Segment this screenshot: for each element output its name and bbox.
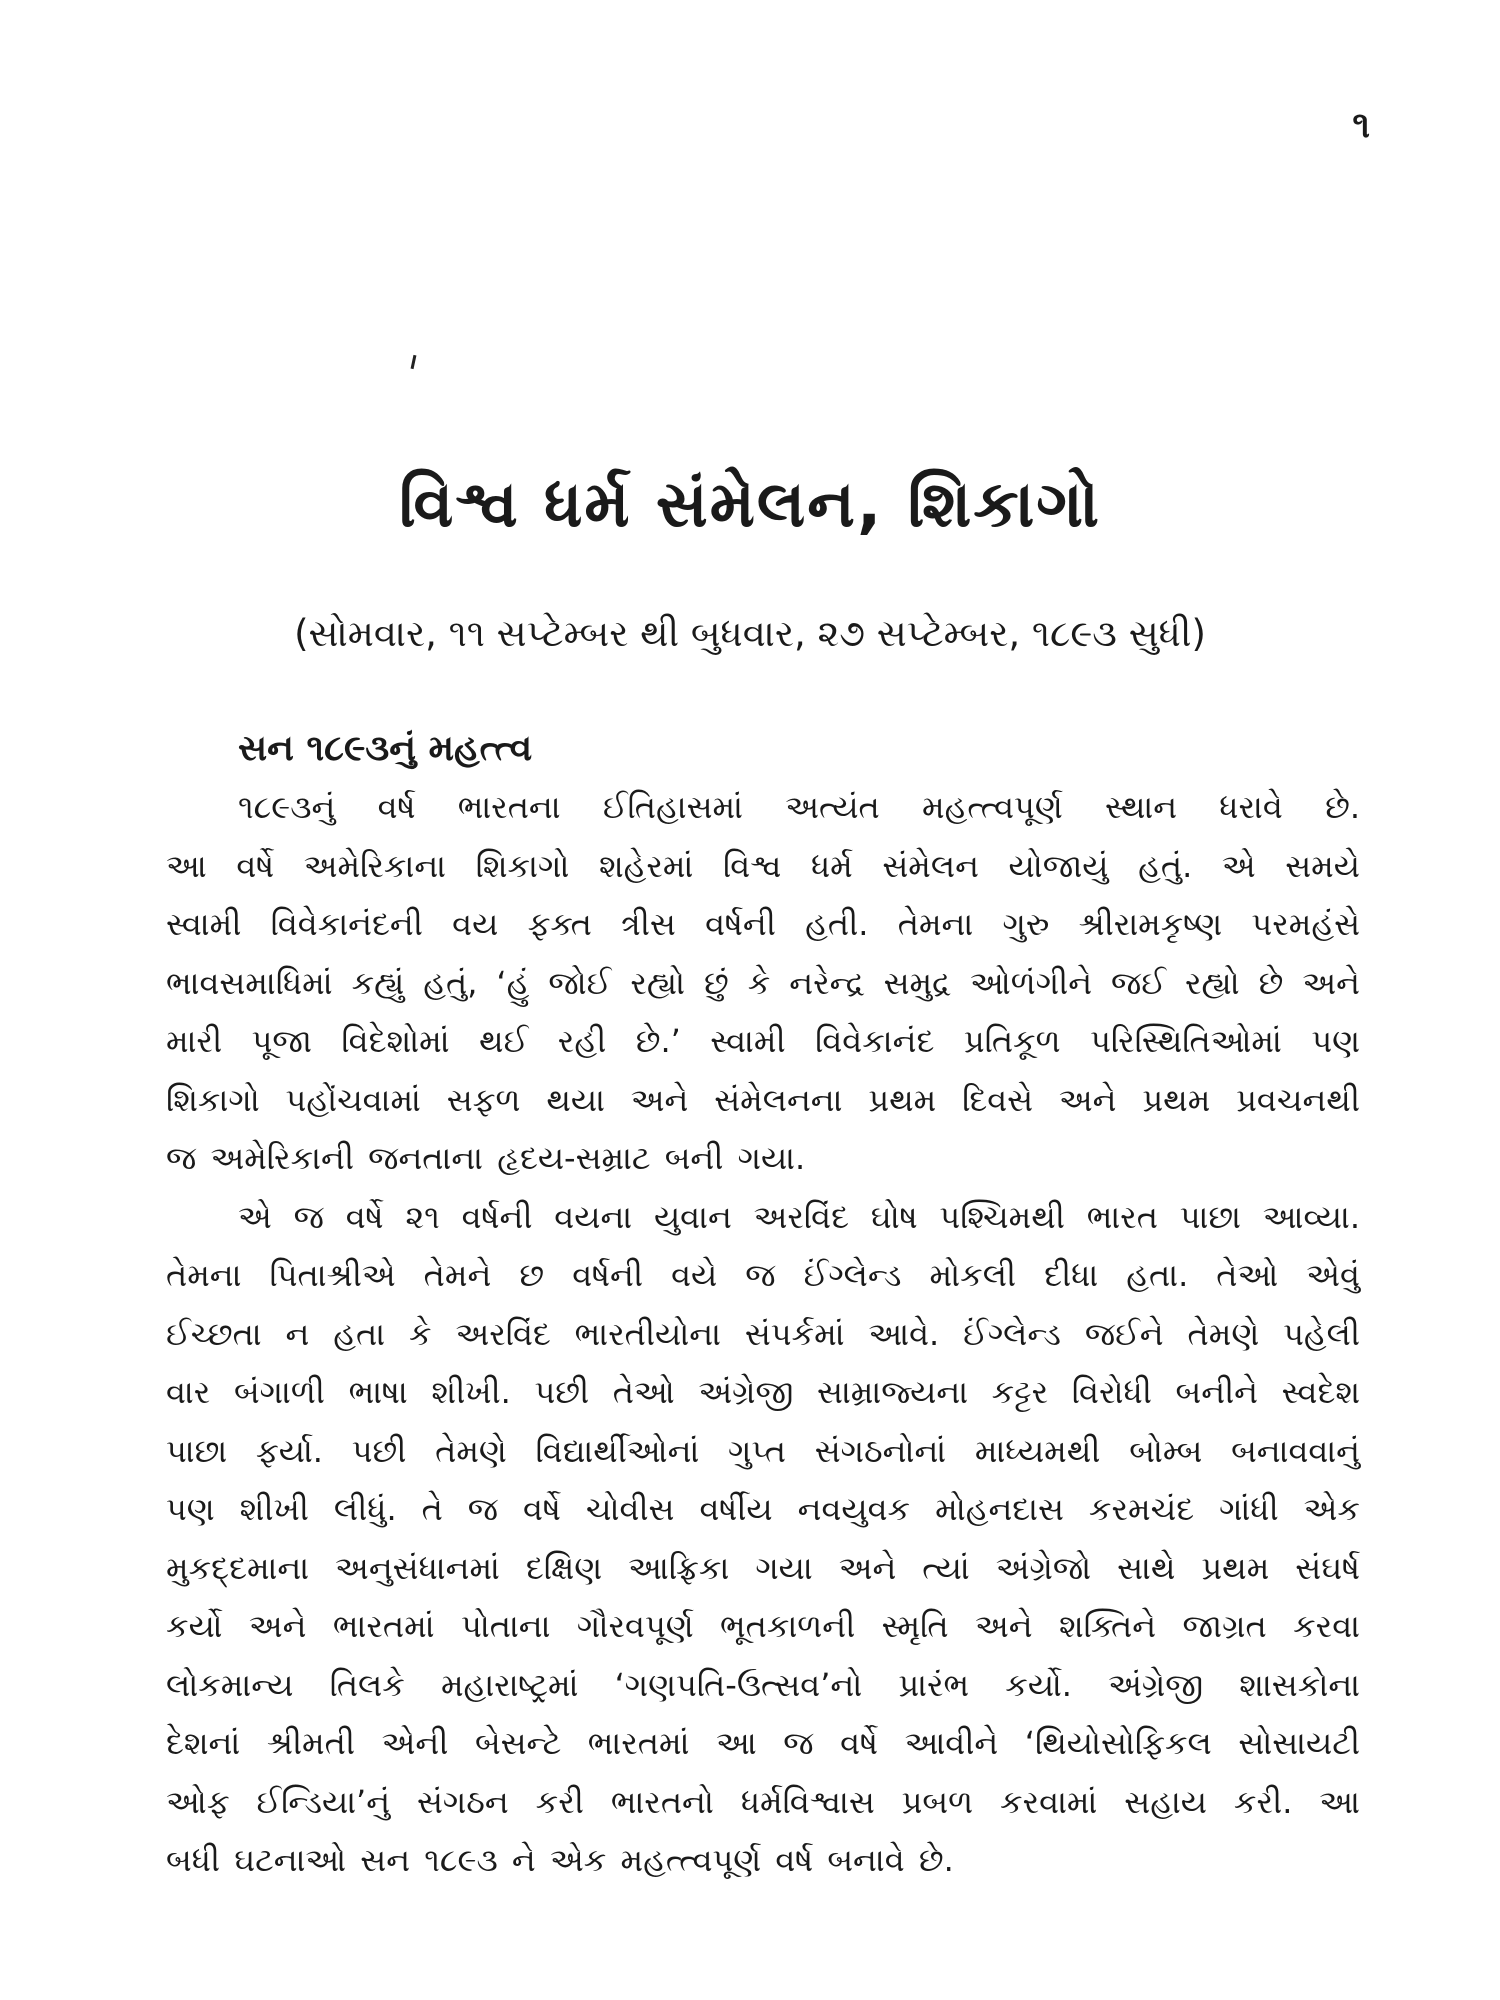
paragraph-line: તેમના પિતાશ્રીએ તેમને છ વર્ષની વયે જ ઈંગ્લેન્ડ મોકલી દીધા હતા. તેઓ એવું [166, 1256, 1360, 1294]
paragraph-2 [166, 1188, 1360, 1890]
body-content [166, 720, 1360, 1890]
paragraph-line: દેશનાં શ્રીમતી એની બેસન્ટે ભારતમાં આ જ વર્ષે આવીને ‘થિયોસોફિકલ સોસાયટી [166, 1724, 1360, 1762]
paragraph-line: શિકાગો પહોંચવામાં સફળ થયા અને સંમેલનના પ્રથમ દિવસે અને પ્રથમ પ્રવચનથી [166, 1080, 1360, 1119]
section-heading: સન ૧૮૯૩નું મહત્ત્વ [238, 728, 533, 769]
page-number: ૧ [1352, 105, 1370, 146]
paragraph-line: સ્વામી વિવેકાનંદની વય ફક્ત ત્રીસ વર્ષની હતી. તેમના ગુરુ શ્રીરામકૃષ્ણ પરમહંસે [166, 905, 1360, 943]
paragraph-line: પાછા ફર્યા. પછી તેમણે વિદ્યાર્થીઓનાં ગુપ્ત સંગઠનોનાં માધ્યમથી બોમ્બ બનાવવાનું [166, 1431, 1360, 1470]
page-subtitle: (સોમવાર, ૧૧ સપ્ટેમ્બર થી બુધવાર, ૨૭ સપ્ટેમ્બર, ૧૮૯૩ સુધી) [294, 612, 1206, 655]
paragraph-line: વાર બંગાળી ભાષા શીખી. પછી તેઓ અંગ્રેજી સામ્રાજ્યના કટ્ટર વિરોધી બનીને સ્વદેશ [166, 1373, 1360, 1411]
paragraph-line: જ અમેરિકાની જનતાના હૃદય-સમ્રાટ બની ગયા. [166, 1139, 806, 1177]
page-title: વિશ્વ ધર્મ સંમેલન, શિકાગો [399, 468, 1101, 542]
paragraph-line: કર્યો અને ભારતમાં પોતાના ગૌરવપૂર્ણ ભૂતકાળની સ્મૃતિ અને શક્તિને જાગ્રત કરવા [166, 1607, 1360, 1645]
paragraph-line: બધી ઘટનાઓ સન ૧૮૯૩ ને એક મહત્ત્વપૂર્ણ વર્ષ બનાવે છે. [166, 1841, 954, 1879]
scan-speck [411, 355, 417, 369]
paragraph-1 [166, 778, 1360, 1188]
paragraph-line: મારી પૂજા વિદેશોમાં થઈ રહી છે.’ સ્વામી વિવેકાનંદ પ્રતિકૂળ પરિસ્થિતિઓમાં પણ [166, 1022, 1360, 1060]
paragraph-line: લોકમાન્ય તિલકે મહારાષ્ટ્રમાં ‘ગણપતિ-ઉત્સવ’નો પ્રારંભ કર્યો. અંગ્રેજી શાસકોના [166, 1665, 1360, 1704]
paragraph-line: ઈચ્છતા ન હતા કે અરવિંદ ભારતીયોના સંપર્કમાં આવે. ઈંગ્લેન્ડ જઈને તેમણે પહેલી [166, 1314, 1360, 1353]
paragraph-line: આ વર્ષે અમેરિકાના શિકાગો શહેરમાં વિશ્વ ધર્મ સંમેલન યોજાયું હતું. એ સમયે [166, 846, 1360, 885]
paragraph-line: ઓફ ઈન્ડિયા’નું સંગઠન કરી ભારતનો ધર્મવિશ્વાસ પ્રબળ કરવામાં સહાય કરી. આ [166, 1782, 1360, 1821]
paragraph-line: મુકદ્દમાના અનુસંધાનમાં દક્ષિણ આફ્રિકા ગયા અને ત્યાં અંગ્રેજો સાથે પ્રથમ સંઘર્ષ [166, 1548, 1360, 1587]
paragraph-line: એ જ વર્ષે ૨૧ વર્ષની વયના યુવાન અરવિંદ ઘોષ પશ્ચિમથી ભારત પાછા આવ્યા. [238, 1197, 1360, 1236]
paragraph-line: ૧૮૯૩નું વર્ષ ભારતના ઈતિહાસમાં અત્યંત મહત્ત્વપૂર્ણ સ્થાન ધરાવે છે. [238, 788, 1360, 826]
paragraph-line: પણ શીખી લીધું. તે જ વર્ષે ચોવીસ વર્ષીય નવયુવક મોહનદાસ કરમચંદ ગાંધી એક [166, 1490, 1360, 1528]
paragraph-line: ભાવસમાધિમાં કહ્યું હતું, ‘હું જોઈ રહ્યો છું કે નરેન્દ્ર સમુદ્ર ઓળંગીને જઈ રહ્યો છે અને [166, 963, 1360, 1002]
